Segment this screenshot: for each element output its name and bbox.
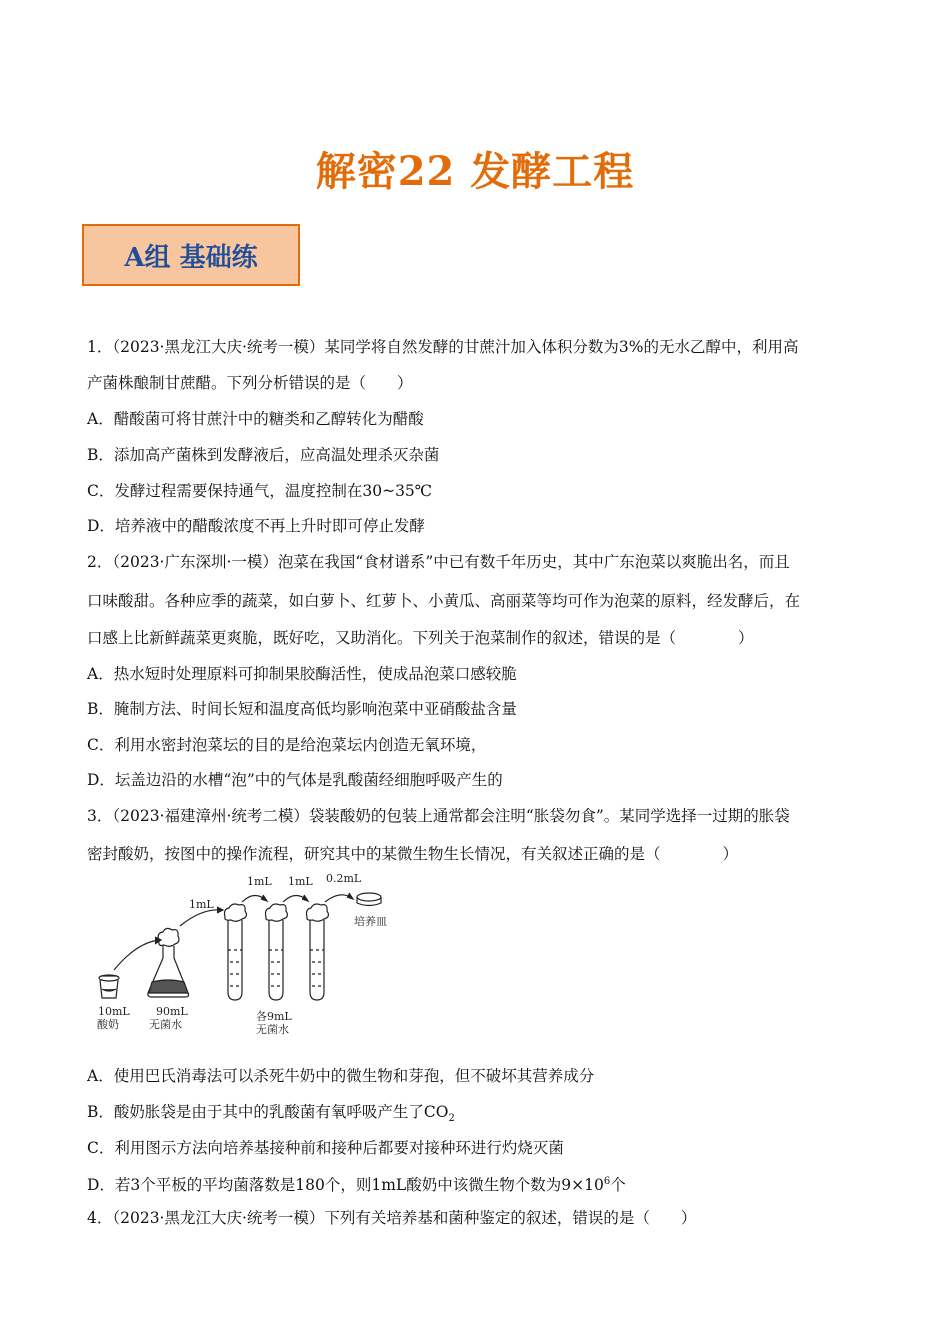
q3-option-b-text: B．酸奶胀袋是由于其中的乳酸菌有氧呼吸产生了CO: [87, 1103, 449, 1121]
label-flask-volume: 90mL: [156, 1005, 188, 1018]
q2-option-a: A．热水短时处理原料可抑制果胶酶活性，使成品泡菜口感较脆: [87, 665, 517, 683]
q3-option-b: [87, 1101, 455, 1130]
label-transfer-2: 1mL: [247, 875, 272, 888]
q3-option-d: [87, 1171, 626, 1196]
q2-option-c: C．利用水密封泡菜坛的目的是给泡菜坛内创造无氧环境，: [87, 736, 487, 754]
q4-stem-line1: 4．（2023·黑龙江大庆·统考一模）下列有关培养基和菌种鉴定的叙述，错误的是（ ）: [87, 1209, 697, 1227]
q3-option-c: C．利用图示方法向培养基接种前和接种后都要对接种环进行灼烧灭菌: [87, 1139, 564, 1157]
q2-option-d: D．坛盖边沿的水槽“泡”中的气体是乳酸菌经细胞呼吸产生的: [87, 771, 503, 789]
label-transfer-1: 1mL: [189, 898, 214, 911]
test-tube-1-icon: [225, 904, 247, 1000]
q3-stem-line2: 密封酸奶，按图中的操作流程，研究其中的某微生物生长情况，有关叙述正确的是（ ）: [87, 845, 739, 863]
dilution-diagram: [92, 870, 412, 1045]
label-tubes-water: 无菌水: [256, 1023, 289, 1036]
dilution-diagram-svg: [92, 870, 412, 1045]
arrow-cup-to-flask: [114, 940, 160, 970]
page-title: 解密22 发酵工程: [315, 148, 635, 195]
q1-stem-line2: 产菌株酿制甘蔗醋。下列分析错误的是（ ）: [87, 374, 413, 392]
section-label: A组 基础练: [82, 224, 300, 286]
q1-option-a: A．醋酸菌可将甘蔗汁中的糖类和乙醇转化为醋酸: [87, 410, 424, 428]
q2-option-b: B．腌制方法、时间长短和温度高低均影响泡菜中亚硝酸盐含量: [87, 700, 517, 718]
label-flask-water: 无菌水: [149, 1018, 182, 1031]
q3-option-b-subscript: 2: [448, 1113, 455, 1125]
q2-stem-line1: 2．（2023·广东深圳·一模）泡菜在我国“食材谱系”中已有数千年历史，其中广东泡菜以爽脆出名，而且: [87, 553, 790, 571]
q2-stem-line3: 口感上比新鲜蔬菜更爽脆，既好吃，又助消化。下列关于泡菜制作的叙述，错误的是（ ）: [87, 629, 754, 647]
yogurt-cup-icon: [99, 975, 119, 998]
label-tubes-volume: 各9mL: [256, 1010, 292, 1023]
test-tube-2-icon: [266, 904, 288, 1000]
label-transfer-3: 1mL: [288, 875, 313, 888]
q3-stem-line1: 3．（2023·福建漳州·统考二模）袋装酸奶的包装上通常都会注明“胀袋勿食”。某同学选择一过期的胀袋: [87, 807, 790, 825]
petri-dish-icon: [357, 893, 381, 906]
label-yogurt-volume: 10mL: [98, 1005, 130, 1018]
q1-stem-line1: 1．（2023·黑龙江大庆·统考一模）某同学将自然发酵的甘蔗汁加入体积分数为3%的无水乙醇中，利用高: [87, 338, 799, 356]
label-petri-dish: 培养皿: [354, 915, 387, 928]
label-transfer-4: 0.2mL: [326, 872, 362, 885]
test-tube-3-icon: [307, 904, 329, 1000]
label-yogurt: 酸奶: [97, 1018, 119, 1031]
q2-stem-line2: 口味酸甜。各种应季的蔬菜，如白萝卜、红萝卜、小黄瓜、高丽菜等均可作为泡菜的原料，经发酵后，在: [87, 592, 801, 610]
q3-option-d-tail: 个: [610, 1176, 626, 1195]
flask-icon: [148, 928, 189, 997]
q1-option-c: C．发酵过程需要保持通气，温度控制在30~35℃: [87, 482, 433, 500]
q3-option-a: A．使用巴氏消毒法可以杀死牛奶中的微生物和芽孢，但不破坏其营养成分: [87, 1067, 595, 1085]
q1-option-b: B．添加高产菌株到发酵液后，应高温处理杀灭杂菌: [87, 446, 440, 464]
q1-option-d: D．培养液中的醋酸浓度不再上升时即可停止发酵: [87, 517, 425, 535]
q3-option-d-exponent: 6: [603, 1176, 611, 1187]
q3-option-d-text: D．若3个平板的平均菌落数是180个，则1mL酸奶中该微生物个数为9×10: [87, 1176, 604, 1195]
